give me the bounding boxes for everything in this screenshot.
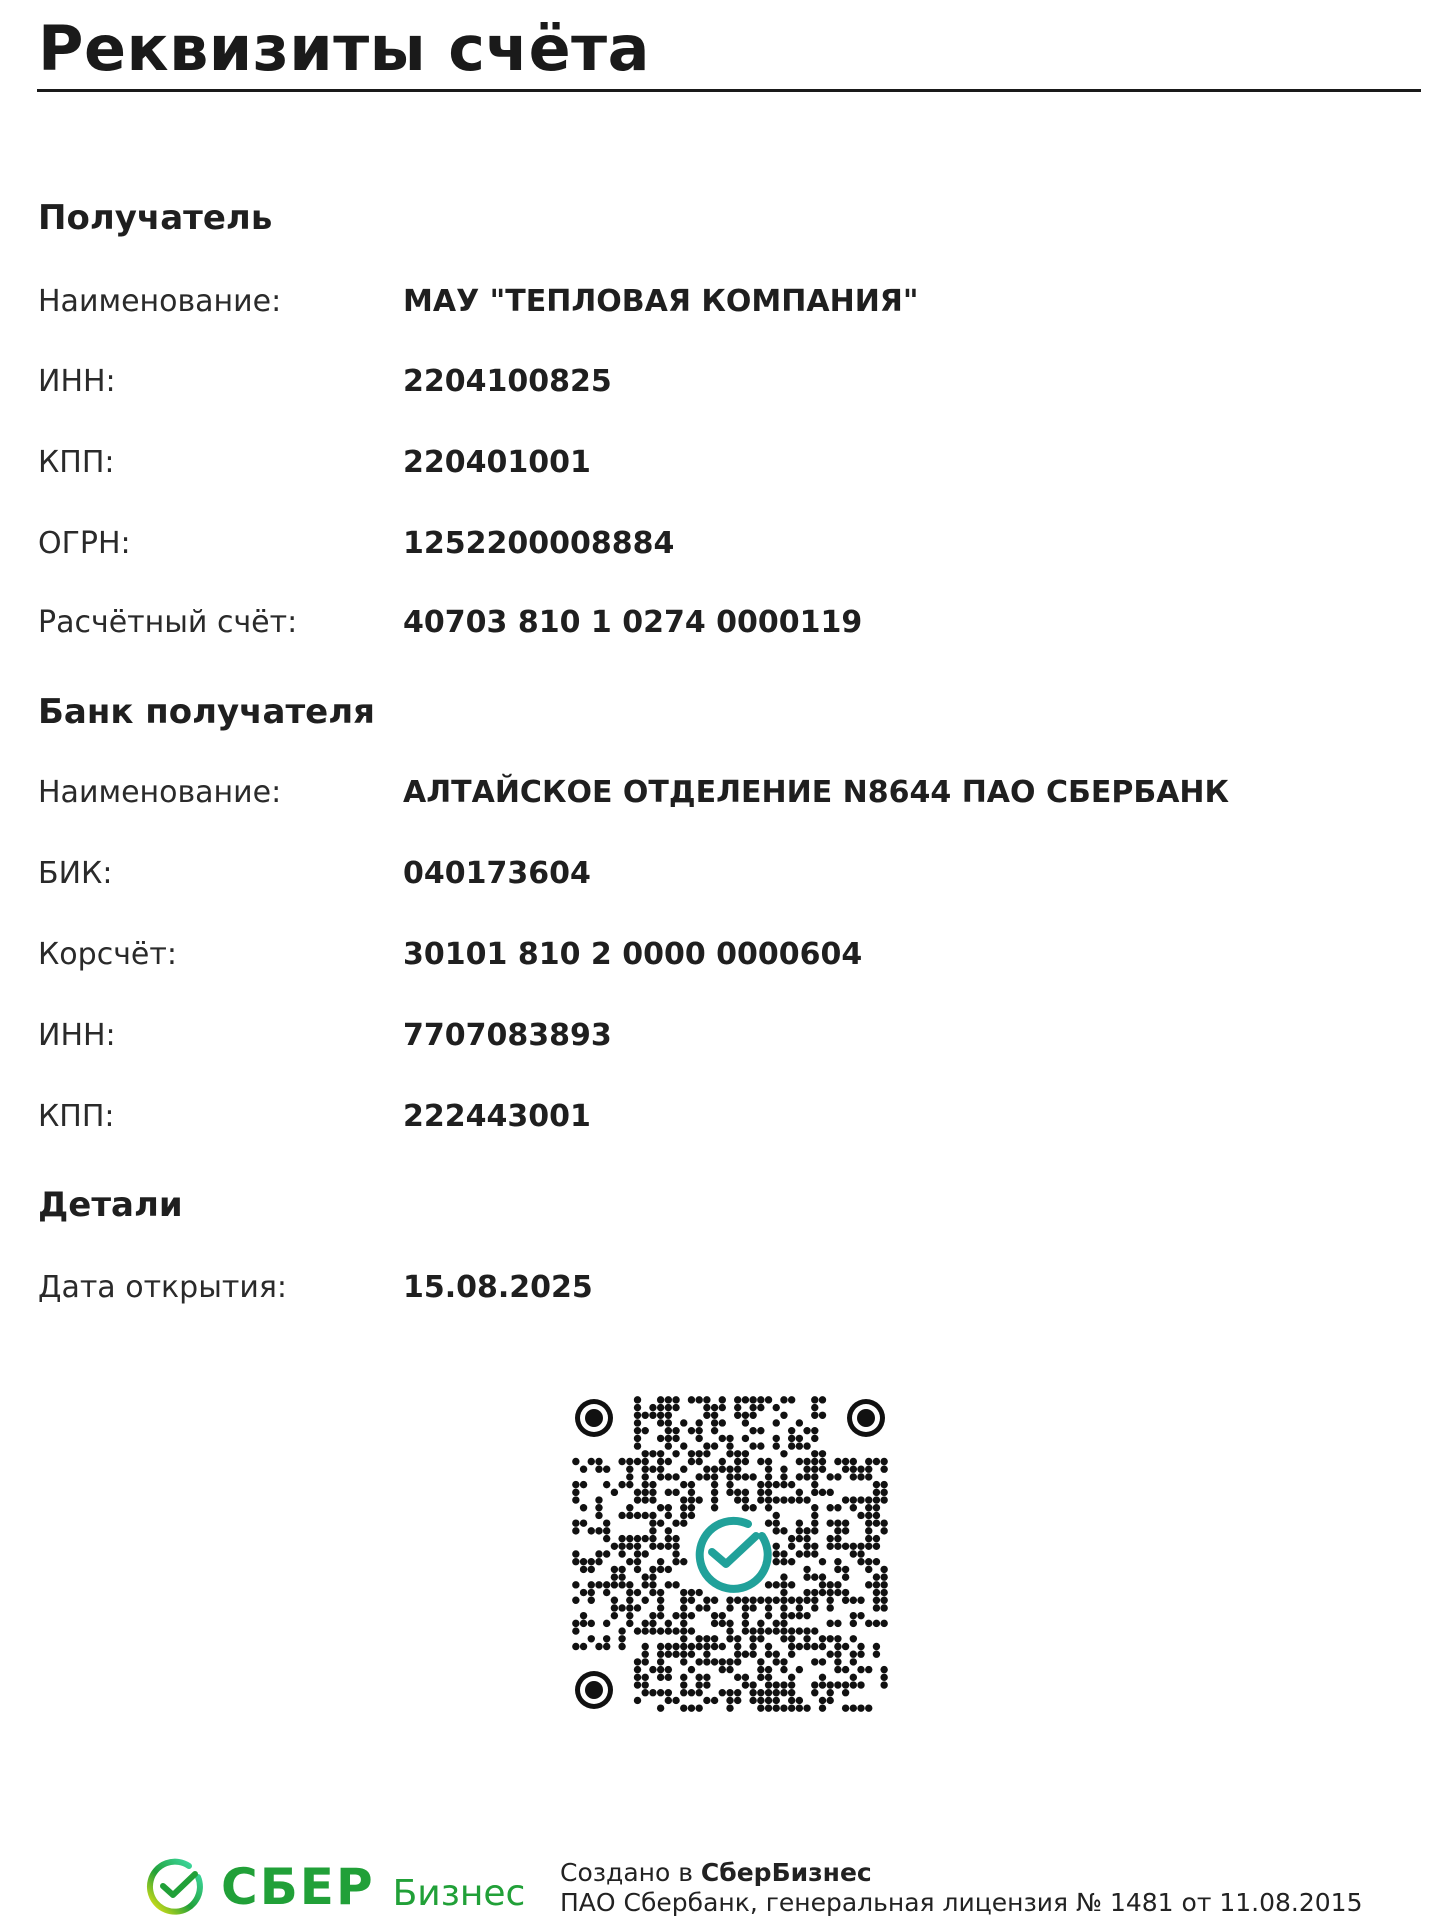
bank-inn-value: 7707083893 — [403, 1018, 612, 1053]
details-open-date-label: Дата открытия: — [38, 1270, 288, 1305]
bank-kpp-value: 222443001 — [403, 1099, 591, 1134]
recipient-account-label: Расчётный счёт: — [38, 605, 298, 640]
bank-name-value: АЛТАЙСКОЕ ОТДЕЛЕНИЕ N8644 ПАО СБЕРБАНК — [403, 775, 1230, 810]
bank-name-label: Наименование: — [38, 775, 282, 810]
footer-license-line: ПАО Сбербанк, генеральная лицензия № 1481 от 11.08.2015 — [560, 1888, 1363, 1917]
recipient-account-value: 40703 810 1 0274 0000119 — [403, 605, 863, 640]
recipient-kpp-label: КПП: — [38, 445, 115, 480]
qr-code-icon — [572, 1396, 888, 1712]
section-heading-bank: Банк получателя — [38, 692, 375, 732]
logo-sub-text: Бизнес — [392, 1872, 526, 1914]
recipient-inn-value: 2204100825 — [403, 364, 612, 399]
sber-checkmark-icon — [688, 1511, 772, 1595]
bank-bik-label: БИК: — [38, 856, 113, 891]
details-open-date-value: 15.08.2025 — [403, 1270, 593, 1305]
recipient-ogrn-value: 1252200008884 — [403, 526, 675, 561]
qr-finder-top-left — [575, 1399, 613, 1437]
bank-corr-account-value: 30101 810 2 0000 0000604 — [403, 937, 863, 972]
bank-inn-label: ИНН: — [38, 1018, 116, 1053]
section-heading-recipient: Получатель — [38, 198, 273, 238]
section-heading-details: Детали — [38, 1185, 183, 1225]
title-divider — [37, 89, 1421, 92]
footer-created-brand: СберБизнес — [700, 1858, 872, 1887]
recipient-name-value: МАУ "ТЕПЛОВАЯ КОМПАНИЯ" — [403, 284, 919, 319]
qr-code-graphic — [572, 1396, 888, 1712]
sber-logo-icon — [145, 1857, 205, 1917]
recipient-ogrn-label: ОГРН: — [38, 526, 131, 561]
qr-finder-top-right — [847, 1399, 885, 1437]
footer-created-line — [560, 1858, 1362, 1888]
recipient-name-label: Наименование: — [38, 284, 282, 319]
bank-corr-account-label: Корсчёт: — [38, 937, 177, 972]
footer-created-prefix: Создано в — [560, 1858, 701, 1887]
recipient-inn-label: ИНН: — [38, 364, 116, 399]
qr-finder-bottom-left — [575, 1671, 613, 1709]
sber-business-logo — [145, 1856, 525, 1918]
footer-info — [560, 1858, 1362, 1918]
bank-kpp-label: КПП: — [38, 1099, 115, 1134]
bank-bik-value: 040173604 — [403, 856, 591, 891]
recipient-kpp-value: 220401001 — [403, 445, 591, 480]
page-title: Реквизиты счёта — [38, 12, 650, 85]
logo-brand-text: СБЕР — [221, 1858, 375, 1916]
